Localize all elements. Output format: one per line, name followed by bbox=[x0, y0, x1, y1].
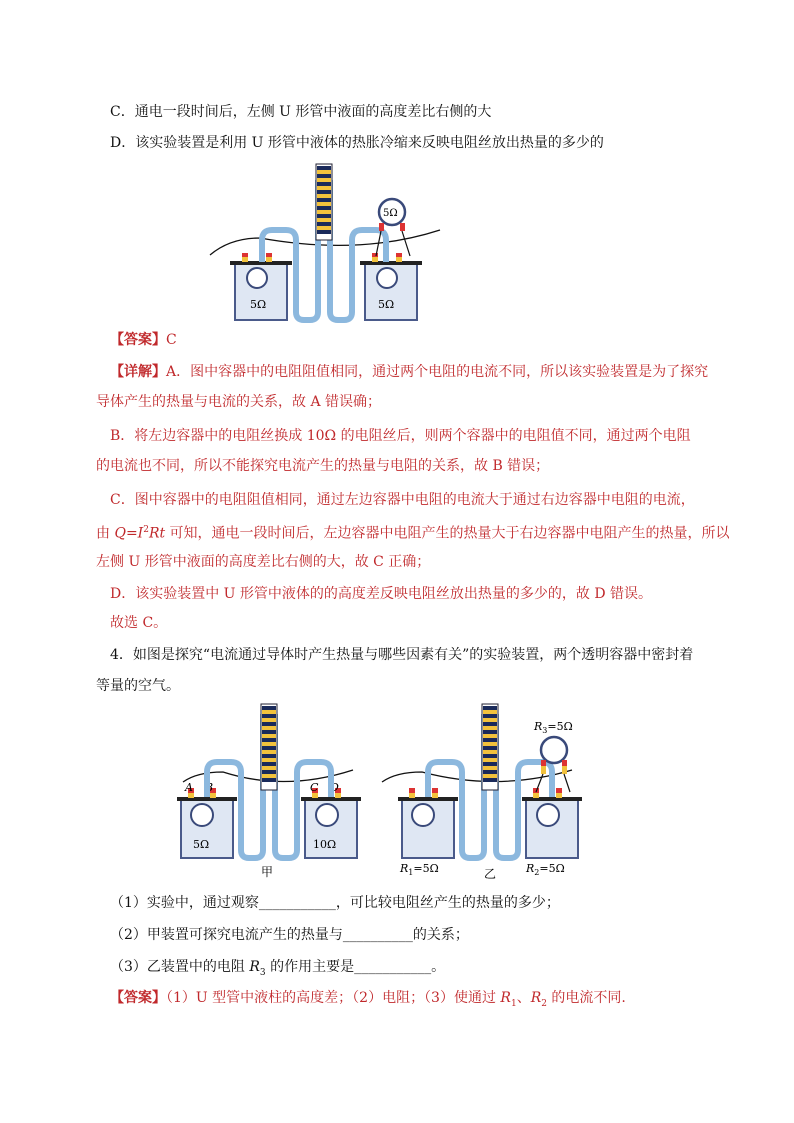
label-d: D bbox=[330, 781, 339, 794]
q4-ans-1: （1）U 型管中液柱的高度差；（2）电阻；（3）使通过 bbox=[166, 990, 501, 1006]
q4-answer-tag: 【答案】 bbox=[110, 990, 166, 1006]
detail-c2-pre: 由 bbox=[96, 525, 115, 542]
detail-b-line1: B．将左边容器中的电阻丝换成 10Ω 的电阻丝后，则两个容器中的电阻值不同，通过两个电阻 bbox=[110, 428, 691, 444]
q4-stem-line2: 等量的空气。 bbox=[96, 678, 180, 694]
option-c: C．通电一段时间后，左侧 U 形管中液面的高度差比右侧的大 bbox=[110, 104, 492, 120]
formula-i: I bbox=[137, 525, 144, 542]
figure-yi bbox=[378, 700, 588, 880]
q3-answer bbox=[110, 330, 177, 350]
detail-c-line1: C．图中容器中的电阻阻值相同，通过左边容器中电阻的电流大于通过右边容器中电阻的电流， bbox=[110, 492, 695, 508]
formula-sup: 2 bbox=[143, 525, 149, 535]
detail-c-line3: 左侧 U 形管中液面的高度差比右侧的大，故 C 正确； bbox=[96, 554, 431, 570]
ans-r2: R bbox=[530, 990, 542, 1006]
caption-yi: 乙 bbox=[484, 867, 497, 880]
sub3-post: 的作用主要是___________。 bbox=[265, 959, 446, 975]
fig1-top-resistor: 5Ω bbox=[383, 208, 398, 219]
label-c: C bbox=[310, 781, 319, 794]
sub3-pre: （3）乙装置中的电阻 bbox=[110, 959, 250, 975]
detail-tag: 【详解】 bbox=[110, 364, 166, 380]
detail-a-line1 bbox=[110, 362, 708, 382]
figure-jia bbox=[175, 700, 375, 880]
q4-sub1: （1）实验中，通过观察___________，可比较电阻丝产生的热量的多少； bbox=[110, 895, 560, 911]
q4-answer bbox=[110, 988, 626, 1014]
yi-r1-label: $R_1=5\Omega$ bbox=[400, 862, 439, 877]
detail-a-line2: 导体产生的热量与电流的关系，故 A 错误确； bbox=[96, 394, 382, 410]
q4-stem-line1: 4．如图是探究“电流通过导体时产生热量与哪些因素有关”的实验装置，两个透明容器中密封着 bbox=[110, 647, 694, 663]
yi-r2-label: $R_2=5\Omega$ bbox=[526, 862, 565, 877]
detail-c2-post: 可知，通电一段时间后，左边容器中电阻产生的热量大于右边容器中电阻产生的热量，所以 bbox=[165, 525, 730, 542]
fig1-right-resistor: 5Ω bbox=[378, 298, 395, 311]
detail-d: D．该实验装置中 U 形管中液体的的高度差反映电阻丝放出热量的多少的，故 D 错误。 bbox=[110, 586, 653, 602]
ans-sep: 、 bbox=[516, 990, 531, 1006]
q4-sub3 bbox=[110, 957, 445, 983]
formula-q: Q bbox=[114, 525, 126, 542]
jia-right-resistor: 10Ω bbox=[313, 838, 337, 851]
label-a: A bbox=[185, 781, 193, 794]
figure-q3-apparatus bbox=[200, 160, 460, 325]
q4-sub2: （2）甲装置可探究电流产生的热量与__________的关系； bbox=[110, 927, 469, 943]
ans-r2-sub: 2 bbox=[541, 998, 547, 1009]
formula-rt: Rt bbox=[148, 525, 166, 542]
ans-r1: R bbox=[500, 990, 511, 1006]
detail-b-line2: 的电流也不同，所以不能探究电流产生的热量与电阻的关系，故 B 错误； bbox=[96, 458, 550, 474]
ans-r1-sub: 1 bbox=[510, 998, 517, 1009]
sub3-r: R bbox=[249, 959, 260, 975]
answer-tag: 【答案】 bbox=[110, 332, 166, 348]
ans-end: 的电流不同. bbox=[546, 990, 626, 1006]
sub3-sub: 3 bbox=[259, 967, 266, 978]
caption-jia: 甲 bbox=[261, 865, 274, 879]
answer-value: C bbox=[166, 332, 177, 348]
jia-left-resistor: 5Ω bbox=[193, 838, 210, 851]
option-d: D．该实验装置是利用 U 形管中液体的热胀冷缩来反映电阻丝放出热量的多少的 bbox=[110, 135, 604, 151]
detail-c-line2 bbox=[96, 520, 730, 544]
formula-eq: = bbox=[125, 525, 138, 542]
label-b: B bbox=[205, 781, 214, 794]
fig1-left-resistor: 5Ω bbox=[250, 298, 267, 311]
yi-r3-label: $R_3=5\Omega$ bbox=[534, 720, 573, 735]
detail-a1: A．图中容器中的电阻阻值相同，通过两个电阻的电流不同，所以该实验装置是为了探究 bbox=[166, 364, 709, 380]
conclusion: 故选 C。 bbox=[110, 615, 168, 631]
